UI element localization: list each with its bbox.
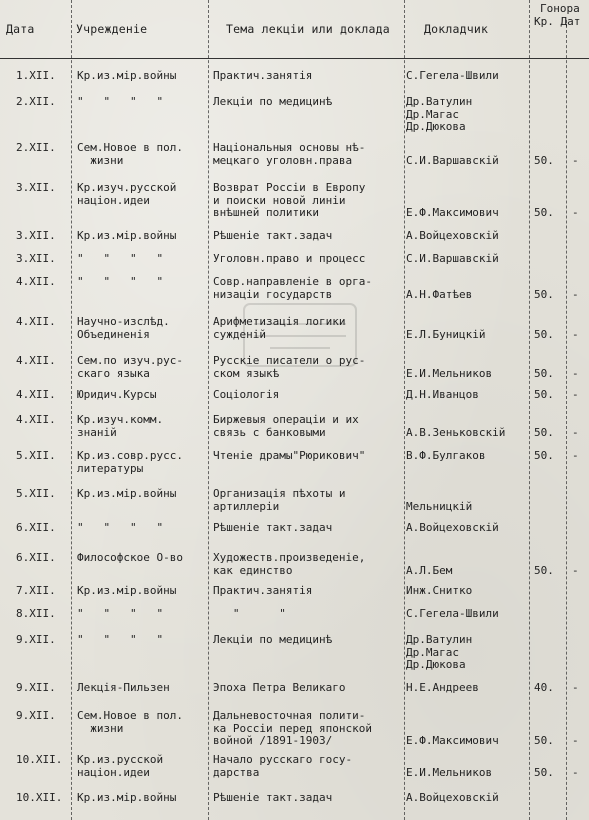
row-topic: Дальневосточная полити- ка Россіи перед японской войной /1891-1903/ (213, 710, 372, 747)
header-honorarium-title: Гонора (540, 2, 580, 15)
row-institution: Кр.изуч.комм. знаній (77, 414, 164, 439)
row-topic: Возврат Россіи в Европу и поиски новой линіи внѣшней политики (213, 182, 366, 219)
row-date: 4.XII. (16, 389, 56, 401)
row-fee: 50. (534, 153, 554, 167)
row-topic: " " (213, 608, 286, 620)
row-institution: Кр.из.русской націон.идеи (77, 754, 164, 779)
row-speaker: В.Ф.Булгаков (406, 450, 486, 462)
header-institution: Учрежденіе (76, 22, 148, 36)
table-body (0, 58, 589, 820)
header-speaker: Докладчик (424, 22, 489, 36)
row-topic: Чтеніе драмы"Рюрикович" (213, 450, 366, 462)
row-fee: 50. (534, 206, 554, 219)
row-topic: Рѣшеніе такт.задач (213, 522, 333, 534)
row-institution: " " " " (77, 253, 164, 265)
row-mark: - (572, 425, 579, 439)
row-speaker: Е.И.Мельников (406, 765, 493, 779)
row-date: 9.XII. (16, 634, 56, 646)
row-speaker: С.И.Варшавскій (406, 153, 499, 167)
row-topic: Арифметизація логики сужденій (213, 316, 346, 341)
row-date: 3.XII. (16, 230, 56, 242)
row-institution: Кр.из.совр.русс. литературы (77, 450, 183, 475)
row-institution: Сем.Новое в пол. жизни (77, 142, 183, 167)
row-institution: Сем.по изуч.рус- скаго языка (77, 355, 183, 380)
row-speaker: С.И.Варшавскій (406, 253, 499, 265)
row-fee: 50. (534, 563, 554, 577)
row-mark: - (572, 389, 579, 401)
row-fee: 50. (534, 389, 554, 401)
row-speaker: А.В.Зеньковскій (406, 425, 506, 439)
row-date: 4.XII. (16, 355, 56, 367)
row-mark: - (572, 563, 579, 577)
row-mark: - (572, 287, 579, 301)
row-institution: Лекція-Пильзен (77, 682, 170, 694)
row-date: 9.XII. (16, 682, 56, 694)
row-fee: 50. (534, 366, 554, 380)
row-mark: - (572, 682, 579, 694)
row-topic: Практич.занятія (213, 585, 313, 597)
row-date: 8.XII. (16, 608, 56, 620)
row-topic: Національныя основы нѣ- мецкаго уголовн.права (213, 142, 366, 167)
row-mark: - (572, 366, 579, 380)
row-fee: 50. (534, 734, 554, 747)
row-mark: - (572, 765, 579, 779)
row-topic: Уголовн.право и процесс (213, 253, 366, 265)
row-institution: Кр.из.мір.войны (77, 488, 177, 500)
table-header (0, 0, 589, 59)
row-speaker: Е.Л.Буницкій (406, 327, 486, 341)
row-institution: " " " " (77, 522, 164, 534)
row-topic: Лекціи по медицинѣ (213, 634, 333, 646)
row-speaker: А.Н.Фатѣев (406, 287, 473, 301)
row-topic: Практич.занятія (213, 70, 313, 82)
row-speaker: Н.Е.Андреев (406, 682, 479, 694)
row-date: 2.XII. (16, 142, 56, 154)
header-date: Дата (6, 22, 35, 36)
row-topic: Биржевыя операціи и их связь с банковыми (213, 414, 359, 439)
row-date: 10.XII. (16, 754, 63, 766)
row-topic: Лекціи по медицинѣ (213, 96, 333, 108)
row-institution: " " " " (77, 96, 164, 108)
row-date: 4.XII. (16, 414, 56, 426)
row-speaker: Инж.Снитко (406, 585, 473, 597)
row-date: 7.XII. (16, 585, 56, 597)
row-date: 3.XII. (16, 253, 56, 265)
row-topic: Соціологія (213, 389, 280, 401)
row-institution: " " " " (77, 276, 164, 288)
row-institution: Научно-изслѣд. Объединенія (77, 316, 170, 341)
row-topic: Художеств.произведеніе, как единство (213, 552, 366, 577)
row-date: 5.XII. (16, 450, 56, 462)
row-speaker: А.Войцеховскій (406, 792, 499, 804)
row-topic: Русскіе писатели о рус- ском языкѣ (213, 355, 366, 380)
row-date: 6.XII. (16, 522, 56, 534)
row-date: 2.XII. (16, 96, 56, 108)
row-institution: Кр.из.мір.войны (77, 70, 177, 82)
row-speaker: Е.И.Мельников (406, 366, 493, 380)
row-speaker: А.Войцеховскій (406, 230, 499, 242)
row-date: 4.XII. (16, 316, 56, 328)
row-fee: 40. (534, 682, 554, 694)
row-speaker: Др.Ватулин Др.Магас Др.Дюкова (406, 634, 473, 671)
row-topic: Рѣшеніе такт.задач (213, 230, 333, 242)
row-date: 9.XII. (16, 710, 56, 722)
row-speaker: Е.Ф.Максимович (406, 206, 499, 219)
row-institution: " " " " (77, 634, 164, 646)
header-honorarium-subtitle: Кр. Дат (534, 15, 581, 28)
row-mark: - (572, 734, 579, 747)
row-mark: - (572, 450, 579, 462)
row-speaker: Мельницкій (406, 499, 473, 513)
row-speaker: Е.Ф.Максимович (406, 734, 499, 747)
row-mark: - (572, 206, 579, 219)
row-date: 10.XII. (16, 792, 63, 804)
row-fee: 50. (534, 765, 554, 779)
row-date: 5.XII. (16, 488, 56, 500)
row-date: 3.XII. (16, 182, 56, 194)
row-institution: Юридич.Курсы (77, 389, 157, 401)
row-speaker: А.Войцеховскій (406, 522, 499, 534)
row-speaker: С.Гегела-Швили (406, 608, 499, 620)
row-speaker: Др.Ватулин Др.Магас Др.Дюкова (406, 96, 473, 133)
header-honorarium (530, 2, 589, 58)
row-institution: Кр.из.мір.войны (77, 585, 177, 597)
row-date: 6.XII. (16, 552, 56, 564)
row-topic: Совр.направленіе в орга- низаціи государств (213, 276, 372, 301)
row-institution: " " " " (77, 608, 164, 620)
row-speaker: А.Л.Бем (406, 563, 453, 577)
row-topic: Начало русскаго госу- дарства (213, 754, 353, 779)
row-mark: - (572, 153, 579, 167)
row-mark: - (572, 327, 579, 341)
row-institution: Кр.изуч.русской націон.идеи (77, 182, 177, 207)
row-fee: 50. (534, 287, 554, 301)
row-institution: Философское О-во (77, 552, 183, 564)
row-topic: Рѣшеніе такт.задач (213, 792, 333, 804)
row-speaker: С.Гегела-Швили (406, 70, 499, 82)
row-institution: Кр.из.мір.войны (77, 230, 177, 242)
header-topic: Тема лекціи или доклада (226, 22, 390, 36)
row-speaker: Д.Н.Иванцов (406, 389, 479, 401)
row-date: 4.XII. (16, 276, 56, 288)
row-fee: 50. (534, 327, 554, 341)
row-institution: Сем.Новое в пол. жизни (77, 710, 183, 735)
row-institution: Кр.из.мір.войны (77, 792, 177, 804)
row-topic: Организація пѣхоты и артиллеріи (213, 488, 346, 513)
row-date: 1.XII. (16, 70, 56, 82)
row-fee: 50. (534, 450, 554, 462)
row-fee: 50. (534, 425, 554, 439)
row-topic: Эпоха Петра Великаго (213, 682, 346, 694)
